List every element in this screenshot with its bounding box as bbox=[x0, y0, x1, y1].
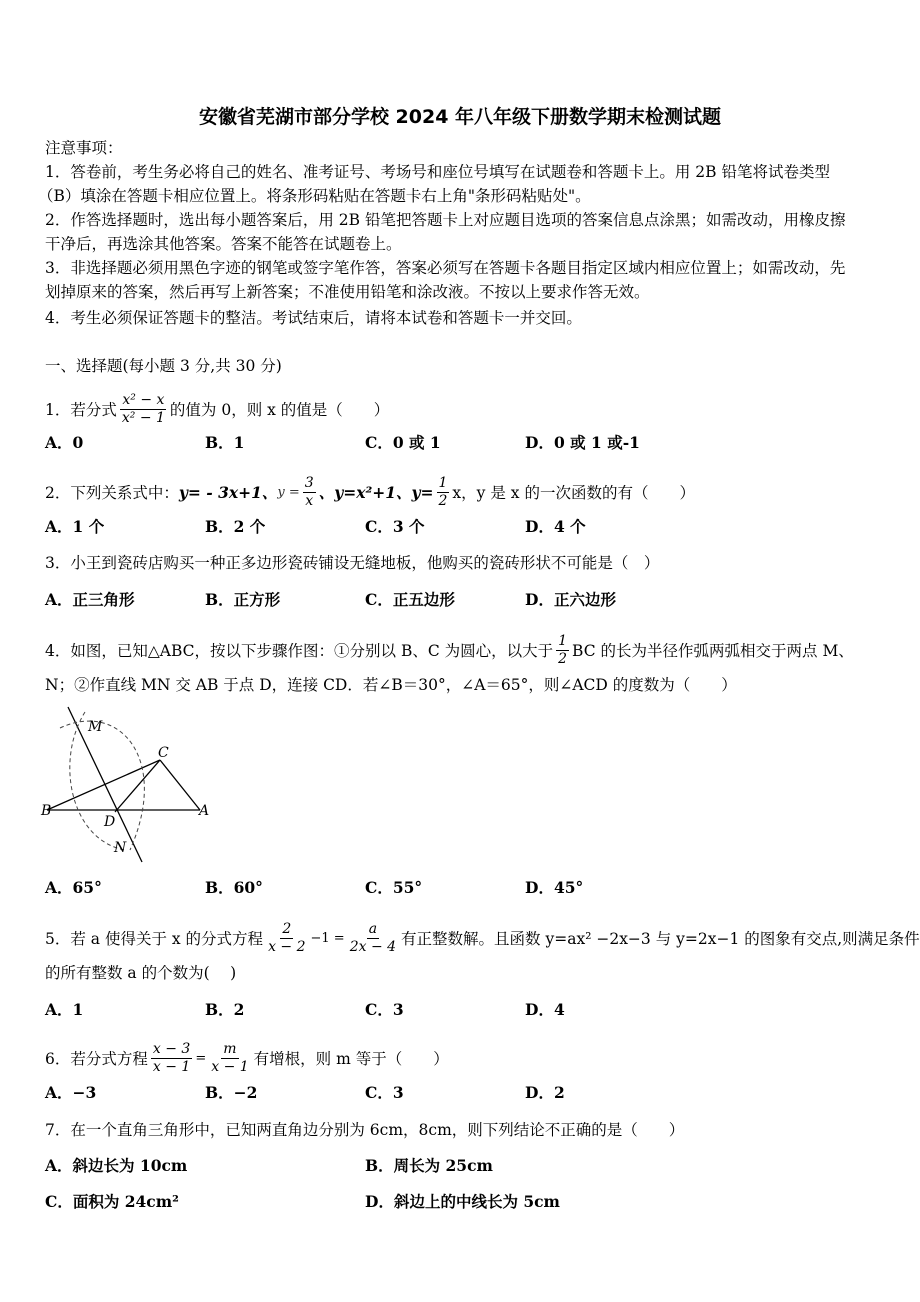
label-d: D bbox=[104, 814, 116, 830]
segment-bc bbox=[47, 760, 160, 810]
q1-suffix: 的值为 0，则 x 的值是（ ） bbox=[169, 400, 390, 419]
numerator: 2 bbox=[282, 921, 292, 937]
q6-prefix: 6．若分式方程 bbox=[45, 1049, 148, 1068]
q5-suffix: 有正整数解。且函数 y=ax² −2x−3 与 y=2x−1 的图象有交点,则满足条件 bbox=[401, 929, 920, 948]
label-n: N bbox=[114, 840, 127, 856]
q6-option-b: B．−2 bbox=[205, 1083, 258, 1102]
q1-option-a: A．0 bbox=[45, 433, 84, 452]
q6-option-a: A．−3 bbox=[45, 1083, 97, 1102]
q3-option-b: B．正方形 bbox=[205, 590, 281, 609]
numerator: a bbox=[368, 921, 378, 937]
denominator: x − 1 bbox=[152, 1059, 191, 1075]
q3-option-c: C．正五边形 bbox=[365, 590, 455, 609]
q4-option-c: C．55° bbox=[365, 878, 423, 897]
notice-heading: 注意事项： bbox=[45, 139, 123, 157]
q5-fraction-1 bbox=[266, 921, 307, 956]
question-3: 3．小王到瓷砖店购买一种正多边形瓷砖铺设无缝地板，他购买的瓷砖形状不可能是（ ） bbox=[45, 554, 660, 572]
notice-line: 1．答卷前，考生务必将自己的姓名、准考证号、考场号和座位号填写在试题卷和答题卡上。用 2B 铅笔将试卷类型 bbox=[45, 163, 830, 181]
q2-option-b: B．2 个 bbox=[205, 517, 266, 536]
q7-option-d: D．斜边上的中线长为 5cm bbox=[365, 1192, 560, 1211]
q2-suffix: x，y 是 x 的一次函数的有（ ） bbox=[452, 483, 695, 502]
segment-cd bbox=[115, 760, 160, 812]
notice-line: 划掉原来的答案，然后再写上新答案；不准使用铅笔和涂改液。不按以上要求作答无效。 bbox=[45, 283, 650, 301]
section-heading: 一、选择题(每小题 3 分,共 30 分) bbox=[45, 357, 282, 375]
q3-option-d: D．正六边形 bbox=[525, 590, 616, 609]
q2-expr-2-lhs: y = bbox=[277, 484, 300, 500]
q2-option-d: D．4 个 bbox=[525, 517, 586, 536]
segment-ca bbox=[160, 760, 200, 810]
denominator: x² − 1 bbox=[121, 410, 165, 426]
q5-option-c: C．3 bbox=[365, 1000, 404, 1019]
label-b: B bbox=[41, 803, 52, 819]
question-5 bbox=[45, 921, 920, 956]
q6-fraction-2 bbox=[209, 1041, 250, 1076]
q4-prefix: 4．如图，已知△ABC，按以下步骤作图：①分别以 B、C 为圆心，以大于 bbox=[45, 641, 554, 660]
q7-option-b: B．周长为 25cm bbox=[365, 1156, 493, 1175]
q6-suffix: 有增根，则 m 等于（ ） bbox=[253, 1049, 449, 1068]
notice-line: （B）填涂在答题卡相应位置上。将条形码粘贴在答题卡右上角"条形码粘贴处"。 bbox=[38, 187, 591, 205]
q5-middle: −1 = bbox=[310, 930, 345, 946]
q3-option-a: A．正三角形 bbox=[45, 590, 135, 609]
label-m: M bbox=[88, 719, 103, 735]
numerator: m bbox=[223, 1041, 237, 1057]
denominator: 2 bbox=[438, 493, 448, 509]
question-4-line-2: N；②作直线 MN 交 AB 于点 D，连接 CD．若∠B＝30°，∠A＝65°，则∠ACD 的度数为（ ） bbox=[45, 676, 737, 694]
numerator: 1 bbox=[438, 475, 448, 491]
line-mn bbox=[68, 707, 142, 862]
denominator: x bbox=[305, 493, 314, 509]
label-c: C bbox=[158, 745, 169, 761]
q5-fraction-2 bbox=[348, 921, 398, 956]
q1-option-d: D．0 或 1 或-1 bbox=[525, 433, 640, 452]
q5-option-b: B．2 bbox=[205, 1000, 245, 1019]
question-7: 7．在一个直角三角形中，已知两直角边分别为 6cm，8cm，则下列结论不正确的是（ ） bbox=[45, 1121, 685, 1139]
q6-option-c: C．3 bbox=[365, 1083, 404, 1102]
q1-option-b: B．1 bbox=[205, 433, 245, 452]
denominator: x − 2 bbox=[268, 939, 306, 955]
q5-option-a: A．1 bbox=[45, 1000, 84, 1019]
denominator: x − 1 bbox=[211, 1059, 249, 1075]
q2-option-a: A．1 个 bbox=[45, 517, 105, 536]
q2-option-c: C．3 个 bbox=[365, 517, 425, 536]
q1-option-c: C．0 或 1 bbox=[365, 433, 441, 452]
q4-option-d: D．45° bbox=[525, 878, 584, 897]
q2-expr-1: y= - 3x+1、 bbox=[178, 482, 278, 502]
q5-prefix: 5．若 a 使得关于 x 的分式方程 bbox=[45, 929, 264, 948]
q7-option-c: C．面积为 24cm² bbox=[45, 1192, 179, 1211]
label-a: A bbox=[199, 803, 210, 819]
q6-fraction-1 bbox=[151, 1041, 192, 1076]
q4-suffix: BC 的长为半径作弧两弧相交于两点 M、 bbox=[572, 641, 854, 660]
q5-option-d: D．4 bbox=[525, 1000, 565, 1019]
q6-equals: = bbox=[195, 1050, 207, 1066]
q2-expr-3: 、y=x²+1、y= bbox=[318, 482, 434, 502]
numerator: x² − x bbox=[122, 392, 165, 408]
q2-prefix: 2．下列关系式中： bbox=[45, 483, 179, 502]
question-6 bbox=[45, 1041, 449, 1076]
question-5-line-2: 的所有整数 a 的个数为( ) bbox=[45, 964, 237, 982]
q1-prefix: 1．若分式 bbox=[45, 400, 117, 419]
numerator: 1 bbox=[558, 633, 568, 649]
page-title: 安徽省芜湖市部分学校 2024 年八年级下册数学期末检测试题 bbox=[198, 106, 722, 128]
notice-line: 3．非选择题必须用黑色字迹的钢笔或签字笔作答，答案必须写在答题卡各题目指定区域内相应位置上；如需改动，先 bbox=[45, 259, 846, 277]
denominator: 2x − 4 bbox=[349, 939, 397, 955]
notice-line: 2．作答选择题时，选出每小题答案后，用 2B 铅笔把答题卡上对应题目选项的答案信息点涂黑；如需改动，用橡皮擦 bbox=[45, 211, 846, 229]
q6-option-d: D．2 bbox=[525, 1083, 565, 1102]
notice-line: 干净后，再选涂其他答案。答案不能答在试题卷上。 bbox=[45, 235, 402, 253]
q7-option-a: A．斜边长为 10cm bbox=[45, 1156, 188, 1175]
numerator: 3 bbox=[304, 475, 314, 491]
q4-option-a: A．65° bbox=[45, 878, 102, 897]
denominator: 2 bbox=[558, 651, 568, 667]
numerator: x − 3 bbox=[152, 1041, 191, 1057]
q4-option-b: B．60° bbox=[205, 878, 263, 897]
notice-line: 4．考生必须保证答题卡的整洁。考试结束后，请将本试卷和答题卡一并交回。 bbox=[45, 309, 582, 327]
